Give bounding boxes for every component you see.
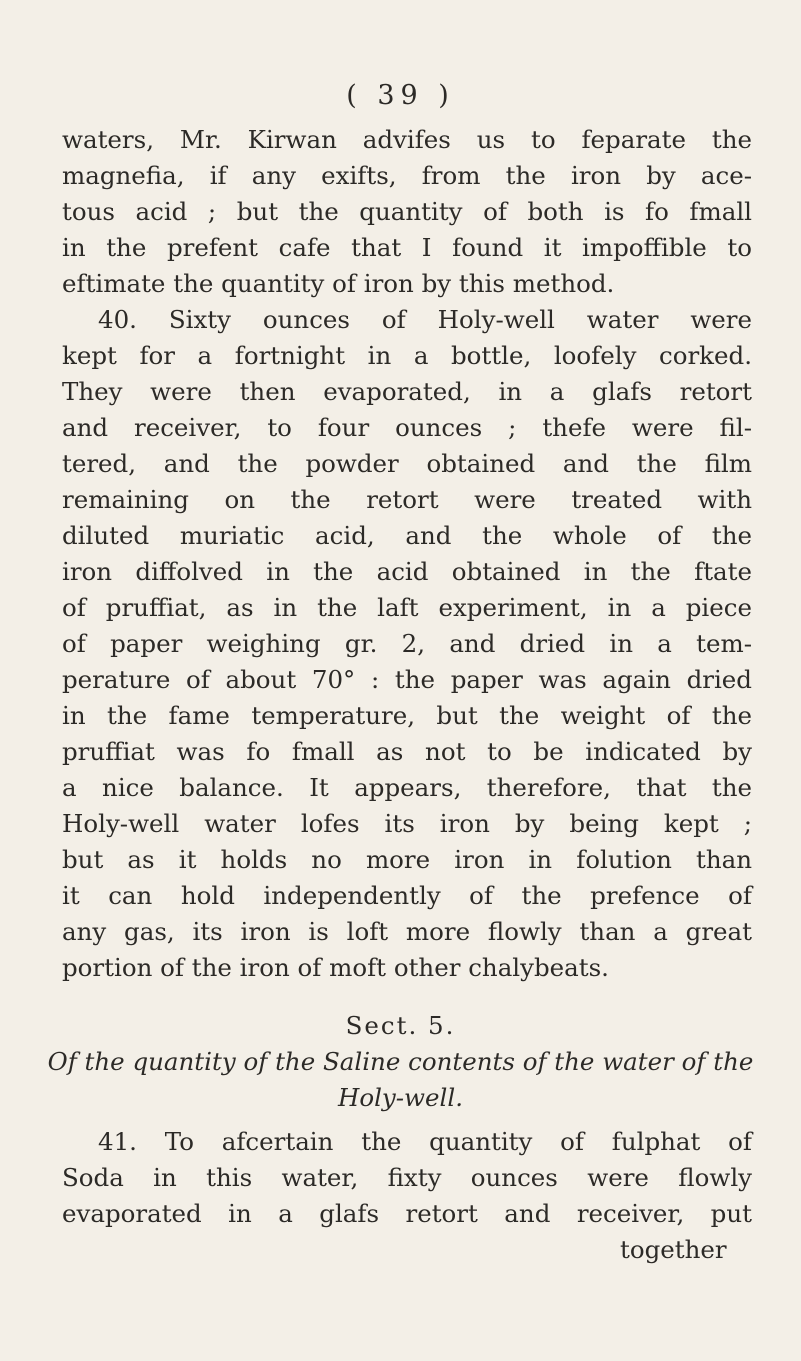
text-line: perature of about 70° : the paper was again dried [62, 665, 752, 694]
text-line: evaporated in a glafs retort and receiver, put [62, 1199, 752, 1228]
text-line: any gas, its iron is loft more flowly than a great [62, 917, 752, 946]
text-line: of pruffiat, as in the laft experiment, in a piece [62, 593, 752, 622]
text-line: eftimate the quantity of iron by this method. [62, 269, 615, 298]
text-line: kept for a fortnight in a bottle, loofely corked. [62, 341, 752, 370]
text-line: diluted muriatic acid, and the whole of the [62, 521, 752, 550]
text-line: of paper weighing gr. 2, and dried in a tem- [62, 629, 752, 658]
paragraph-41-first-line: 41. To afcertain the quantity of fulphat of [98, 1127, 752, 1156]
text-line: iron diffolved in the acid obtained in the ftate [62, 557, 752, 586]
text-line: and receiver, to four ounces ; thefe were fil- [62, 413, 752, 442]
text-line: Holy-well water lofes its iron by being kept ; [62, 809, 752, 838]
text-line: tous acid ; but the quantity of both is fo fmall [62, 197, 752, 226]
text-line: it can hold independently of the prefence of [62, 881, 752, 910]
text-line: waters, Mr. Kirwan advifes us to feparate the [62, 125, 752, 154]
text-line: They were then evaporated, in a glafs retort [62, 377, 752, 406]
section-title: Of the quantity of the Saline contents of the water of the [47, 1047, 754, 1076]
text-line: Soda in this water, fixty ounces were flowly [62, 1163, 752, 1192]
catchword: together [620, 1235, 727, 1264]
text-line: pruffiat was fo fmall as not to be indicated by [62, 737, 752, 766]
text-line: in the fame temperature, but the weight of the [62, 701, 752, 730]
text-line: a nice balance. It appears, therefore, that the [62, 773, 752, 802]
section-heading: Sect. 5. [345, 1011, 456, 1040]
section-title: Holy-well. [337, 1083, 463, 1112]
text-line: in the prefent cafe that I found it impoffible to [62, 233, 752, 262]
paragraph-40-first-line: 40. Sixty ounces of Holy-well water were [98, 305, 752, 334]
text-line: magnefia, if any exifts, from the iron by ace- [62, 161, 752, 190]
page-number: ( 39 ) [346, 80, 455, 111]
text-line: remaining on the retort were treated with [62, 485, 752, 514]
text-line: tered, and the powder obtained and the film [62, 449, 752, 478]
text-line: but as it holds no more iron in folution than [62, 845, 752, 874]
text-line: portion of the iron of moft other chalybeats. [62, 953, 609, 982]
